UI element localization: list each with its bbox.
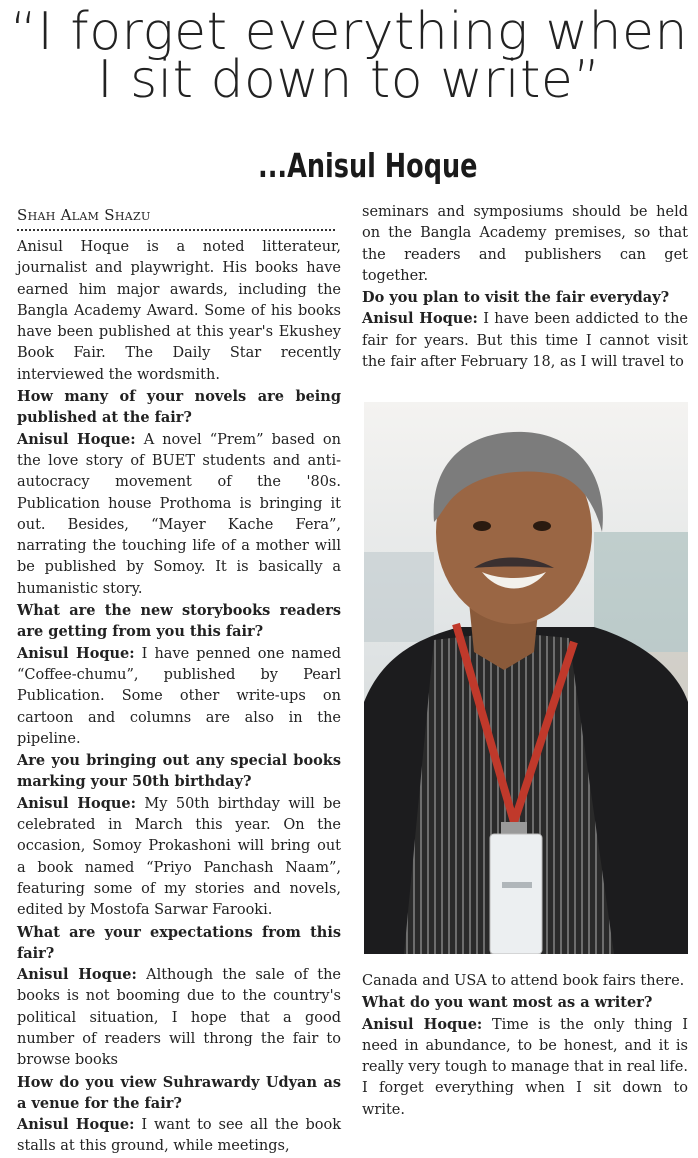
dotted-divider [17, 229, 335, 231]
answer-2 [17, 643, 341, 750]
answer-4 [17, 964, 341, 1071]
answer-7 [362, 1014, 688, 1121]
continued-paragraph-2: Canada and USA to attend book fairs there. [362, 973, 685, 989]
left-column [17, 203, 341, 1158]
question-2: What are the new storybooks readers are getting from you this fair? [17, 602, 341, 641]
answer-text: I have been addicted to the fair for years. But this time I cannot visit the fair after February 18, as I will travel to [362, 311, 688, 371]
right-column-top [362, 202, 688, 373]
continued-paragraph: seminars and symposiums should be held on the Bangla Academy premises, so that the readers and publishers can get together. [362, 204, 688, 284]
speaker-label: Anisul Hoque: [17, 430, 136, 448]
answer-text: A novel “Prem” based on the love story of BUET students and anti-autocracy movement of the '80s. Publication house Prothoma is bringing it out. Besides, “Mayer Kache Fera”, narrating the touching life of a mother will be published by Somoy. It is basically a humanistic story. [17, 431, 341, 597]
answer-text: Although the sale of the books is not booming due to the country's political situation, I hope that a good number of readers will throng the fair to browse books [17, 967, 341, 1069]
portrait-photo [364, 402, 688, 954]
portrait-illustration [364, 402, 688, 954]
answer-text: Time is the only thing I need in abundance, to be honest, and it is really very tough to manage that in real life. I forget everything when I sit down to write. [362, 1016, 689, 1118]
answer-text: My 50th birthday will be celebrated in March this year. On the occasion, Somoy Prokashoni will bring out a book named “Priyo Panchash Naam”, featuring some of my stories and novels, edited by Mostofa Sarwar Farooki. [17, 795, 341, 919]
question-5: How do you view Suhrawardy Udyan as a venue for the fair? [17, 1073, 341, 1112]
question-3: Are you bringing out any special books marking your 50th birthday? [17, 752, 341, 791]
right-column-bottom [362, 971, 688, 1121]
question-6: Do you plan to visit the fair everyday? [362, 289, 670, 307]
speaker-label: Anisul Hoque: [17, 644, 135, 662]
answer-text: I want to see all the book stalls at this ground, while meetings, [17, 1117, 341, 1155]
byline: ...Anisul Hoque [258, 146, 478, 185]
answer-5 [17, 1114, 341, 1158]
question-4: What are your expectations from this fair? [17, 923, 341, 962]
answer-6 [362, 308, 688, 373]
speaker-label: Anisul Hoque: [362, 310, 478, 328]
speaker-label: Anisul Hoque: [362, 1015, 483, 1033]
headline-line-2: I sit down to write” [97, 50, 601, 110]
answer-text: I have penned one named “Coffee-chumu”, published by Pearl Publication. Some other write-ups on cartoon and columns are also in the pipeline. [17, 645, 341, 747]
author-credit: Shah Alam Shazu [17, 206, 151, 224]
speaker-label: Anisul Hoque: [17, 1116, 135, 1134]
answer-1 [17, 429, 341, 600]
speaker-label: Anisul Hoque: [17, 966, 137, 984]
headline-line-1: “I forget everything when [10, 2, 688, 62]
question-1: How many of your novels are being published at the fair? [17, 388, 341, 427]
intro-paragraph: Anisul Hoque is a noted litterateur, journalist and playwright. His books have earned him major awards, including the Bangla Academy Award. Some of his books have been published at this year's Ekushey Book Fair. The Daily Star recently interviewed the wordsmith. [17, 239, 341, 383]
answer-3 [17, 793, 341, 922]
speaker-label: Anisul Hoque: [17, 794, 136, 812]
question-7: What do you want most as a writer? [362, 994, 653, 1012]
headline [0, 2, 698, 110]
